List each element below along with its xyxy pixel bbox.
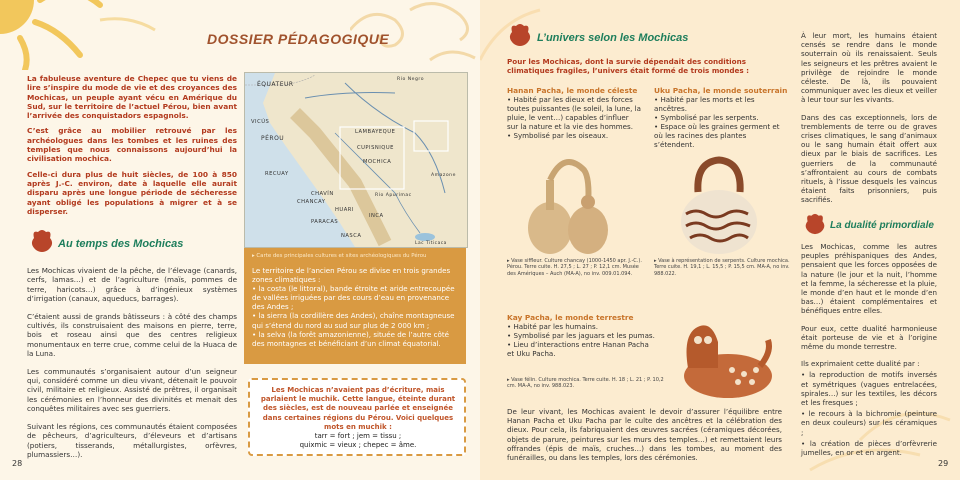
body-text: De leur vivant, les Mochicas avaient le devoir d’assurer l’équilibre entre Hanan Pacha et Uku Pacha par le culte des ancêtres et la célébration des dieux. Pour cela, ils fabriquaient des œuvres sacrées (céramiques décorées, objets de parure, peintures sur les murs des temples…) et remettaient leurs offrandes (épis de maïs, cruches…) dans les tombes, au moment des funérailles, ou dans les temples, lors des cérémonies.: [507, 407, 782, 463]
map-label: CUPISNIQUE: [357, 145, 394, 151]
intro-paragraph: La fabuleuse aventure de Chepec que tu viens de lire s’inspire du mode de vie et des croyances des Mochicas, un peuple ayant vécu en Amérique du Sud, sur le territoire de l’actuel Pérou, bien avant l’arrivée des conquistadors espagnols.: [27, 74, 237, 121]
sun-decoration-icon: [0, 0, 160, 70]
list-item: • Habité par les humains.: [507, 322, 598, 331]
pot-icon: [802, 212, 828, 236]
language-words-line: quixmic = vieux ; chepec = âme.: [299, 441, 417, 450]
map-label: LAMBAYEQUE: [355, 129, 396, 135]
list-item: • Symbolisé par les oiseaux.: [507, 130, 609, 140]
map-label: RECUAY: [265, 171, 289, 177]
map-caption-paragraph: Le territoire de l’ancien Pérou se divise en trois grandes zones climatiques :: [252, 266, 451, 285]
body-paragraph: • la création de pièces d’orfèvrerie jumelles, en or et en argent.: [801, 438, 937, 458]
list-item: • Symbolisé par les serpents.: [654, 112, 759, 122]
uku-list: [654, 96, 784, 149]
map-label: ÉQUATEUR: [257, 81, 294, 88]
body-paragraph: • la reproduction de motifs inversés et symétriques (vagues entrelacées, spirales…) sur les textiles, les décors et les fresques ;: [801, 370, 937, 408]
map-label: Amazone: [431, 173, 456, 178]
body-paragraph: Suivant les régions, ces communautés étaient composées de pêcheurs, d’agriculteurs, d’éleveurs et d’artisans (potiers, tisserands, métallurgistes, orfèvres, plumassiers…).: [27, 421, 237, 459]
body-text: [27, 266, 237, 467]
whistle-vase-image: [518, 150, 618, 258]
vase-caption: ▸ Vase siffleur. Culture chancay (1000-1450 apr. J.-C.). Pérou. Terre cuite. H. 27,5 ; L. 27 ; P. 12,1 cm. Musée des Amériques – Auch (MA-A), no inv. 009.01.094.: [507, 258, 642, 277]
intro-text: Pour les Mochicas, dont la survie dépendait des conditions climatiques fragiles, l’univers était formé de trois mondes :: [507, 57, 750, 76]
map-caption-paragraph: • la selva (la forêt amazonienne), située de l’autre côté des montagnes et bénéficiant d’un climat équatorial.: [252, 329, 449, 348]
map-graphic: [245, 73, 467, 247]
map-caption-paragraph: • la sierra (la cordillère des Andes), chaîne montagneuse qui s’étend du nord au sud sur plus de 2 000 km ;: [252, 311, 455, 330]
intro-paragraph: Celle-ci dura plus de huit siècles, de 100 à 850 après J.-C. environ, date à laquelle elle aurait disparu après une longue période de sécheresse ayant obligé les populations à migrer et à se disperser.: [27, 169, 237, 216]
kay-heading: Kay Pacha, le monde terrestre: [507, 313, 634, 322]
body-paragraph: Ils exprimaient cette dualité par :: [801, 359, 920, 369]
map-label: HUARI: [335, 207, 354, 213]
hanan-heading: Hanan Pacha, le monde céleste: [507, 86, 638, 95]
language-words: [258, 432, 458, 450]
language-text: Les Mochicas n’avaient pas d’écriture, mais parlaient le muchik. Cette langue, éteinte durant des siècles, est de nouveau parlée et enseignée dans certaines régions du Pérou. Voici quelques mots en muchik :: [260, 386, 456, 431]
language-words-line: tarr = fort ; jem = tissu ;: [314, 432, 402, 440]
map-label: VICÚS: [251, 119, 270, 125]
map-label: PARACAS: [311, 219, 339, 225]
body-paragraph: • le recours à la bichromie (peinture en deux couleurs) sur les céramiques ;: [801, 409, 937, 437]
pot-icon: [506, 22, 534, 48]
section-heading: L’univers selon les Mochicas: [537, 32, 689, 44]
map-label: CHAVÍN: [311, 191, 334, 197]
map-label: Lac Titicaca: [415, 241, 447, 246]
list-item: • Espace où les graines germent et où les racines des plantes s’étendent.: [654, 121, 780, 149]
map-caption-paragraph: • la costa (le littoral), bande étroite et aride entrecoupée de vallées irriguées par des cours d’eau en provenance des Andes ;: [252, 284, 455, 312]
serpent-vase-image: [676, 152, 762, 256]
map-caption-text: [252, 266, 458, 348]
page-title: DOSSIER PÉDAGOGIQUE: [207, 31, 390, 47]
right-column-text: [801, 242, 937, 465]
map-caption-box: [244, 248, 466, 364]
body-paragraph: À leur mort, les humains étaient censés se rendre dans le monde souterrain où ils renaissaient. Seuls les seigneurs et les prêtres avaient le privilège de rejoindre le monde céleste. De là, ils pouvaient communiquer avec les dieux et veiller à leur tour sur les vivants.: [801, 31, 937, 105]
map-label: Río Negro: [397, 77, 425, 82]
section-heading: La dualité primordiale: [830, 220, 934, 231]
body-paragraph: Les Mochicas vivaient de la pêche, de l’élevage (canards, cerfs, lamas…) et de l’agriculture (maïs, pommes de terre, haricots…) grâce à d’ingénieux systèmes d’irrigation (canaux, aqueducs, barrages).: [27, 266, 237, 304]
peru-map: [244, 72, 468, 248]
map-label: MOCHICA: [363, 159, 392, 165]
kay-list: [507, 323, 657, 359]
map-label: PÉROU: [261, 135, 285, 142]
body-paragraph: C’étaient aussi de grands bâtisseurs : à côté des champs cultivés, ils construisaient des maisons en pierre, terre, bois et roseau ainsi que des centres religieux monumentaux en terre crue, comme celui de la Huaca de la Luna.: [27, 311, 237, 359]
map-label: Río Apurímac: [375, 193, 412, 198]
feline-vase-image: [672, 312, 780, 402]
map-caption-title: ▸ Carte des principales cultures et sites archéologiques du Pérou: [252, 253, 427, 259]
intro-text: [27, 74, 237, 222]
hanan-list: [507, 96, 642, 141]
body-paragraph: Dans des cas exceptionnels, lors de tremblements de terre ou de graves crises climatiques, le sang d’animaux ou le sang humain était offert aux dieux par le biais de sacrifices. Les guerriers de la communauté s’affrontaient au cours de combats rituels, à l’issue desquels les vaincus étaient faits prisonniers, puis sacrifiés.: [801, 112, 937, 205]
body-paragraph: Les communautés s’organisaient autour d’un seigneur qui, considéré comme un dieu vivant, détenait le pouvoir civil, militaire et religieux. Assisté de prêtres, il organisait les cérémonies en l’honneur des divinités et menait des conquêtes militaires avec ses guerriers.: [27, 366, 237, 414]
list-item: • Habité par les morts et les ancêtres.: [654, 95, 755, 113]
language-box: [248, 378, 466, 456]
pot-icon: [28, 228, 56, 254]
intro-paragraph: C’est grâce au mobilier retrouvé par les archéologues dans les tombes et les ruines des temples que nous connaissons aujourd’hui la civilisation mochica.: [27, 126, 237, 164]
list-item: • Lieu d’interactions entre Hanan Pacha et Uku Pacha.: [507, 339, 649, 358]
uku-heading: Uku Pacha, le monde souterrain: [654, 86, 788, 95]
right-column-text: [801, 31, 937, 213]
map-label: NASCA: [341, 233, 362, 239]
body-paragraph: Pour eux, cette dualité harmonieuse était porteuse de vie et à l’origine même du monde terrestre.: [801, 323, 937, 352]
page-number: 29: [938, 459, 949, 468]
section-heading: Au temps des Mochicas: [58, 238, 184, 250]
list-item: • Symbolisé par les jaguars et les pumas.: [507, 330, 655, 340]
page-number: 28: [12, 459, 23, 468]
list-item: • Habité par les dieux et des forces toutes puissantes (le soleil, la lune, la pluie, le vent…) capables d’influer sur la nature et la vie des hommes.: [507, 95, 641, 131]
map-label: INCA: [369, 213, 384, 219]
vase-caption: ▸ Vase félin. Culture mochica. Terre cuite. H. 18 ; L. 21 ; P. 10,2 cm. MA-A, no inv. 988.023.: [507, 377, 664, 390]
body-paragraph: Les Mochicas, comme les autres peuples préhispaniques des Andes, pensaient que les forces opposées de la nature (le jour et la nuit, l’homme et la femme, la sécheresse et la pluie, le monde d’en haut et le monde d’en bas…) étaient complémentaires et bénéfiques entre elles.: [801, 242, 937, 316]
map-label: CHANCAY: [297, 199, 326, 205]
vase-caption: ▸ Vase à représentation de serpents. Culture mochica. Terre cuite. H. 19,1 ; L. 15,5 ; P. 15,5 cm. MA-A, no inv. 988.022.: [654, 258, 790, 277]
